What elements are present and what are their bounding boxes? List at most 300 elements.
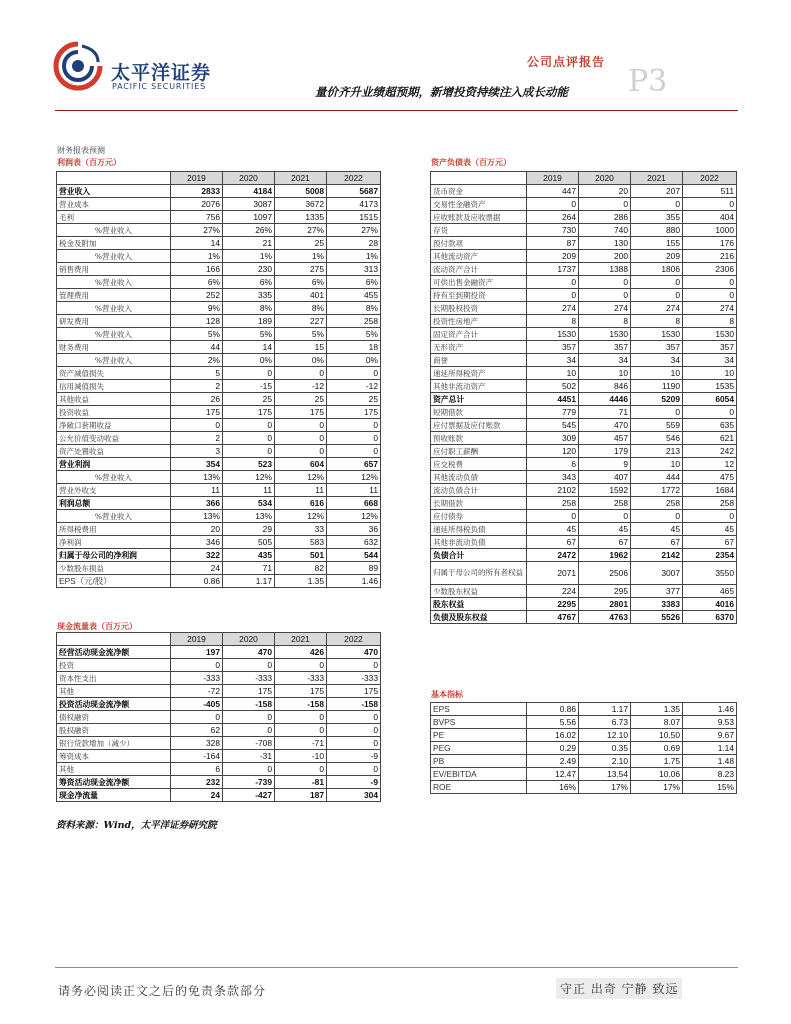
cell-value: 28: [327, 237, 381, 250]
cell-value: 357: [527, 341, 579, 354]
cell-value: 27%: [327, 224, 381, 237]
cell-value: 20: [171, 523, 223, 536]
row-label: 流动资产合计: [431, 263, 527, 276]
cell-value: 2472: [527, 549, 579, 562]
cell-value: 33: [275, 523, 327, 536]
cell-value: 0: [579, 510, 631, 523]
cell-value: 10: [631, 367, 683, 380]
table-row: [57, 380, 381, 393]
cell-value: 4446: [579, 393, 631, 406]
cell-value: 6.73: [579, 716, 631, 729]
footer-divider: [55, 967, 738, 968]
cell-value: 1806: [631, 263, 683, 276]
basic-indicators-table: [430, 702, 737, 794]
row-label: 其他非流动负债: [431, 536, 527, 549]
table-row: [57, 776, 381, 789]
cell-value: 9: [579, 458, 631, 471]
table-row: [57, 185, 381, 198]
cell-value: -333: [223, 672, 275, 685]
table-row: [431, 237, 737, 250]
row-label: 资产减值损失: [57, 367, 171, 380]
company-motto: 守正 出奇 宁静 致远: [556, 978, 682, 999]
table-row: [57, 471, 381, 484]
cell-value: 10.50: [631, 729, 683, 742]
cell-value: 545: [527, 419, 579, 432]
table-row: [431, 393, 737, 406]
cell-value: 10: [579, 367, 631, 380]
table-row: [57, 445, 381, 458]
cell-value: 1335: [275, 211, 327, 224]
cell-value: 0: [327, 711, 381, 724]
report-headline: 量价齐升业绩超预期，新增投资持续注入成长动能: [315, 85, 568, 99]
table-row: [57, 659, 381, 672]
cell-value: 4767: [527, 611, 579, 624]
row-label: 经营活动现金流净额: [57, 646, 171, 659]
cell-value: 175: [275, 406, 327, 419]
cell-value: 1530: [579, 328, 631, 341]
cell-value: 187: [275, 789, 327, 802]
cell-value: 207: [631, 185, 683, 198]
cell-value: 0: [579, 198, 631, 211]
cell-value: 27%: [171, 224, 223, 237]
cell-value: 12%: [275, 510, 327, 523]
cell-value: 2076: [171, 198, 223, 211]
cell-value: -158: [327, 698, 381, 711]
cell-value: 1097: [223, 211, 275, 224]
table-row: [431, 276, 737, 289]
cell-value: 175: [275, 685, 327, 698]
cell-value: 3: [171, 445, 223, 458]
cell-value: 366: [171, 497, 223, 510]
cell-value: 227: [275, 315, 327, 328]
row-label: 信用减值损失: [57, 380, 171, 393]
disclaimer-text: 请务必阅读正文之后的免责条款部分: [58, 984, 267, 998]
cell-value: 0.69: [631, 742, 683, 755]
cell-value: 0.86: [171, 575, 223, 588]
cell-value: 0: [527, 276, 579, 289]
row-label: 资产总计: [431, 393, 527, 406]
row-label: %营业收入: [57, 276, 171, 289]
cell-value: 635: [683, 419, 737, 432]
table-row: [431, 185, 737, 198]
table-row: [57, 432, 381, 445]
cell-value: 0: [327, 432, 381, 445]
cell-value: 45: [631, 523, 683, 536]
cell-value: 258: [527, 497, 579, 510]
cell-value: 6370: [683, 611, 737, 624]
cell-value: 67: [527, 536, 579, 549]
cell-value: 11: [275, 484, 327, 497]
page-number: P3: [628, 64, 668, 99]
cell-value: 5.56: [527, 716, 579, 729]
company-name: 太平洋证券: [111, 62, 212, 84]
cell-value: 621: [683, 432, 737, 445]
cell-value: 13%: [223, 510, 275, 523]
cell-value: 2306: [683, 263, 737, 276]
cell-value: 9.67: [683, 729, 737, 742]
row-label: 预付款项: [431, 237, 527, 250]
cell-value: 0: [171, 419, 223, 432]
cell-value: 0: [223, 763, 275, 776]
cell-value: 0: [631, 406, 683, 419]
cell-value: 0.29: [527, 742, 579, 755]
table-row: [431, 458, 737, 471]
table-row: [431, 367, 737, 380]
cell-value: 0%: [275, 354, 327, 367]
cell-value: 401: [275, 289, 327, 302]
cell-value: 6: [527, 458, 579, 471]
cell-value: -164: [171, 750, 223, 763]
cell-value: 11: [327, 484, 381, 497]
cell-value: 13%: [171, 471, 223, 484]
cell-value: 0: [527, 510, 579, 523]
table-row: [57, 354, 381, 367]
cell-value: 470: [579, 419, 631, 432]
table-row: [431, 432, 737, 445]
table-row: [57, 711, 381, 724]
cell-value: 846: [579, 380, 631, 393]
cell-value: 18: [327, 341, 381, 354]
cell-value: 8%: [327, 302, 381, 315]
row-label: 税金及附加: [57, 237, 171, 250]
table-row: [431, 729, 737, 742]
cell-value: 355: [631, 211, 683, 224]
year-header: 2020: [223, 633, 275, 646]
row-label: 银行贷款增加（减少）: [57, 737, 171, 750]
row-label: 无形资产: [431, 341, 527, 354]
cell-value: 465: [683, 585, 737, 598]
table-row: [57, 263, 381, 276]
cell-value: 2295: [527, 598, 579, 611]
cell-value: 3087: [223, 198, 275, 211]
cell-value: 295: [579, 585, 631, 598]
cell-value: 5209: [631, 393, 683, 406]
table-row: [57, 237, 381, 250]
cell-value: 1.35: [631, 703, 683, 716]
cell-value: 252: [171, 289, 223, 302]
cell-value: 20: [579, 185, 631, 198]
cell-value: 175: [327, 685, 381, 698]
cell-value: 2: [171, 432, 223, 445]
table-row: [431, 289, 737, 302]
table-row: [431, 445, 737, 458]
cell-value: -10: [275, 750, 327, 763]
cell-value: 455: [327, 289, 381, 302]
cell-value: 2833: [171, 185, 223, 198]
cell-value: -708: [223, 737, 275, 750]
table-row: [431, 497, 737, 510]
row-label: %营业收入: [57, 250, 171, 263]
row-label: EPS（元/股）: [57, 575, 171, 588]
cell-value: 230: [223, 263, 275, 276]
cell-value: 130: [579, 237, 631, 250]
cell-value: -333: [275, 672, 327, 685]
year-header: 2021: [631, 172, 683, 185]
cell-value: 0: [327, 659, 381, 672]
row-label: 其他非流动资产: [431, 380, 527, 393]
row-label: %营业收入: [57, 224, 171, 237]
cell-value: 1388: [579, 263, 631, 276]
table-row: [431, 703, 737, 716]
cell-value: 62: [171, 724, 223, 737]
row-label: 其他流动资产: [431, 250, 527, 263]
cell-value: 3672: [275, 198, 327, 211]
cell-value: 67: [683, 536, 737, 549]
row-label: EV/EBITDA: [431, 768, 527, 781]
table-row: [431, 419, 737, 432]
year-header: 2021: [275, 172, 327, 185]
cell-value: 24: [171, 789, 223, 802]
table-row: [57, 367, 381, 380]
table-row: [57, 484, 381, 497]
cell-value: 213: [631, 445, 683, 458]
row-label: %营业收入: [57, 354, 171, 367]
cell-value: 25: [275, 237, 327, 250]
cell-value: 730: [527, 224, 579, 237]
cell-value: 179: [579, 445, 631, 458]
cell-value: 8.23: [683, 768, 737, 781]
cell-value: 6%: [171, 276, 223, 289]
cell-value: 444: [631, 471, 683, 484]
cell-value: 0: [171, 711, 223, 724]
table-row: [57, 328, 381, 341]
row-label: 少数股东损益: [57, 562, 171, 575]
cell-value: 0: [527, 289, 579, 302]
cell-value: 15: [275, 341, 327, 354]
cell-value: 0: [275, 724, 327, 737]
cell-value: -9: [327, 750, 381, 763]
table-header-row: [431, 172, 737, 185]
row-label: 固定资产合计: [431, 328, 527, 341]
cell-value: 1535: [683, 380, 737, 393]
row-label: 归属于母公司的净利润: [57, 549, 171, 562]
cell-value: 128: [171, 315, 223, 328]
cell-value: 8: [579, 315, 631, 328]
cell-value: 313: [327, 263, 381, 276]
row-label: 货币资金: [431, 185, 527, 198]
cell-value: 0: [327, 763, 381, 776]
table-row: [57, 575, 381, 588]
cell-value: 4016: [683, 598, 737, 611]
cell-value: -12: [275, 380, 327, 393]
cell-value: 2801: [579, 598, 631, 611]
row-label: 投资活动现金流净额: [57, 698, 171, 711]
cell-value: 0: [275, 763, 327, 776]
cell-value: 2.49: [527, 755, 579, 768]
cell-value: 0: [683, 406, 737, 419]
cell-value: 470: [327, 646, 381, 659]
cell-value: 166: [171, 263, 223, 276]
cell-value: -158: [275, 698, 327, 711]
cell-value: 34: [579, 354, 631, 367]
cell-value: 8%: [223, 302, 275, 315]
company-name-english: PACIFIC SECURITIES: [112, 82, 206, 91]
cell-value: 11: [223, 484, 275, 497]
cashflow-statement-title: 现金流量表（百万元）: [57, 621, 137, 631]
cell-value: 14: [171, 237, 223, 250]
cell-value: 0: [223, 367, 275, 380]
cell-value: 15%: [683, 781, 737, 794]
cell-value: 16%: [527, 781, 579, 794]
table-row: [431, 224, 737, 237]
cell-value: 511: [683, 185, 737, 198]
row-label: ROE: [431, 781, 527, 794]
cell-value: 6%: [223, 276, 275, 289]
row-label: 现金净流量: [57, 789, 171, 802]
table-row: [431, 598, 737, 611]
cell-value: 14: [223, 341, 275, 354]
cell-value: 2071: [527, 562, 579, 585]
cell-value: -81: [275, 776, 327, 789]
cell-value: 346: [171, 536, 223, 549]
row-label: PE: [431, 729, 527, 742]
cell-value: 0: [275, 419, 327, 432]
table-header-row: [57, 172, 381, 185]
row-label: BVPS: [431, 716, 527, 729]
row-label: 财务费用: [57, 341, 171, 354]
cell-value: 1%: [327, 250, 381, 263]
table-row: [431, 211, 737, 224]
cell-value: 377: [631, 585, 683, 598]
row-label: 利润总额: [57, 497, 171, 510]
row-label: 净敞口套期收益: [57, 419, 171, 432]
row-label: 负债及股东权益: [431, 611, 527, 624]
row-label: 递延所得税资产: [431, 367, 527, 380]
cell-value: 11: [171, 484, 223, 497]
cell-value: 756: [171, 211, 223, 224]
cell-value: 5%: [327, 328, 381, 341]
cell-value: 740: [579, 224, 631, 237]
table-row: [57, 523, 381, 536]
cell-value: 0: [327, 724, 381, 737]
table-row: [431, 781, 737, 794]
row-label: 净利润: [57, 536, 171, 549]
row-label: 短期借款: [431, 406, 527, 419]
cell-value: 274: [579, 302, 631, 315]
cell-value: 404: [683, 211, 737, 224]
row-label: 递延所得税负债: [431, 523, 527, 536]
year-header: 2019: [171, 633, 223, 646]
table-row: [57, 250, 381, 263]
cell-value: 505: [223, 536, 275, 549]
cell-value: 546: [631, 432, 683, 445]
cell-value: 264: [527, 211, 579, 224]
cell-value: 4451: [527, 393, 579, 406]
cell-value: 25: [327, 393, 381, 406]
cell-value: 3007: [631, 562, 683, 585]
cell-value: 0: [631, 510, 683, 523]
cell-value: 1.17: [579, 703, 631, 716]
cell-value: 0: [683, 289, 737, 302]
row-label: 研发费用: [57, 315, 171, 328]
cell-value: 71: [223, 562, 275, 575]
cell-value: 4763: [579, 611, 631, 624]
row-label: 投资收益: [57, 406, 171, 419]
table-row: [57, 458, 381, 471]
cell-value: 457: [579, 432, 631, 445]
cell-value: 616: [275, 497, 327, 510]
table-row: [431, 755, 737, 768]
table-row: [57, 698, 381, 711]
cell-value: 87: [527, 237, 579, 250]
cell-value: 12%: [223, 471, 275, 484]
cell-value: 8: [527, 315, 579, 328]
cashflow-statement-table: [56, 632, 381, 802]
cell-value: 12.10: [579, 729, 631, 742]
table-row: [431, 523, 737, 536]
cell-value: 175: [223, 685, 275, 698]
cell-value: 1515: [327, 211, 381, 224]
cell-value: 3550: [683, 562, 737, 585]
table-row: [57, 536, 381, 549]
cell-value: 2.10: [579, 755, 631, 768]
row-label: 营业成本: [57, 198, 171, 211]
year-header: 2021: [275, 633, 327, 646]
row-label: 管理费用: [57, 289, 171, 302]
cell-value: 0: [527, 198, 579, 211]
cell-value: 4173: [327, 198, 381, 211]
cell-value: 12%: [327, 510, 381, 523]
table-header-row: [57, 633, 381, 646]
row-label: 存货: [431, 224, 527, 237]
table-row: [57, 672, 381, 685]
cell-value: 10: [527, 367, 579, 380]
cell-value: -15: [223, 380, 275, 393]
cell-value: 275: [275, 263, 327, 276]
table-row: [57, 510, 381, 523]
row-label: 应付债券: [431, 510, 527, 523]
table-row: [431, 328, 737, 341]
row-label: %营业收入: [57, 510, 171, 523]
cell-value: 10: [683, 367, 737, 380]
source-note: 资料来源：Wind，太平洋证券研究院: [56, 820, 217, 831]
cell-value: 0: [327, 419, 381, 432]
cell-value: 632: [327, 536, 381, 549]
cell-value: 10: [631, 458, 683, 471]
cell-value: 45: [579, 523, 631, 536]
cell-value: 258: [579, 497, 631, 510]
cell-value: 1.48: [683, 755, 737, 768]
row-label: 归属于母公司的所有者权益: [431, 562, 527, 585]
row-label: PEG: [431, 742, 527, 755]
cell-value: 0: [683, 276, 737, 289]
row-label: 长期股权投资: [431, 302, 527, 315]
cell-value: 1190: [631, 380, 683, 393]
row-label: 投资性房地产: [431, 315, 527, 328]
cell-value: 12%: [275, 471, 327, 484]
cell-value: 209: [631, 250, 683, 263]
table-row: [57, 224, 381, 237]
cell-value: 25: [275, 393, 327, 406]
year-header: 2022: [327, 172, 381, 185]
cell-value: 232: [171, 776, 223, 789]
table-row: [431, 536, 737, 549]
cell-value: 0: [223, 419, 275, 432]
table-row: [57, 315, 381, 328]
cell-value: 470: [223, 646, 275, 659]
cell-value: 175: [327, 406, 381, 419]
cell-value: 26%: [223, 224, 275, 237]
cell-value: 2102: [527, 484, 579, 497]
table-row: [57, 549, 381, 562]
cell-value: 21: [223, 237, 275, 250]
row-label: 可供出售金融资产: [431, 276, 527, 289]
cell-value: 4184: [223, 185, 275, 198]
cell-value: 1.46: [327, 575, 381, 588]
cell-value: 1737: [527, 263, 579, 276]
cell-value: -405: [171, 698, 223, 711]
table-row: [57, 393, 381, 406]
